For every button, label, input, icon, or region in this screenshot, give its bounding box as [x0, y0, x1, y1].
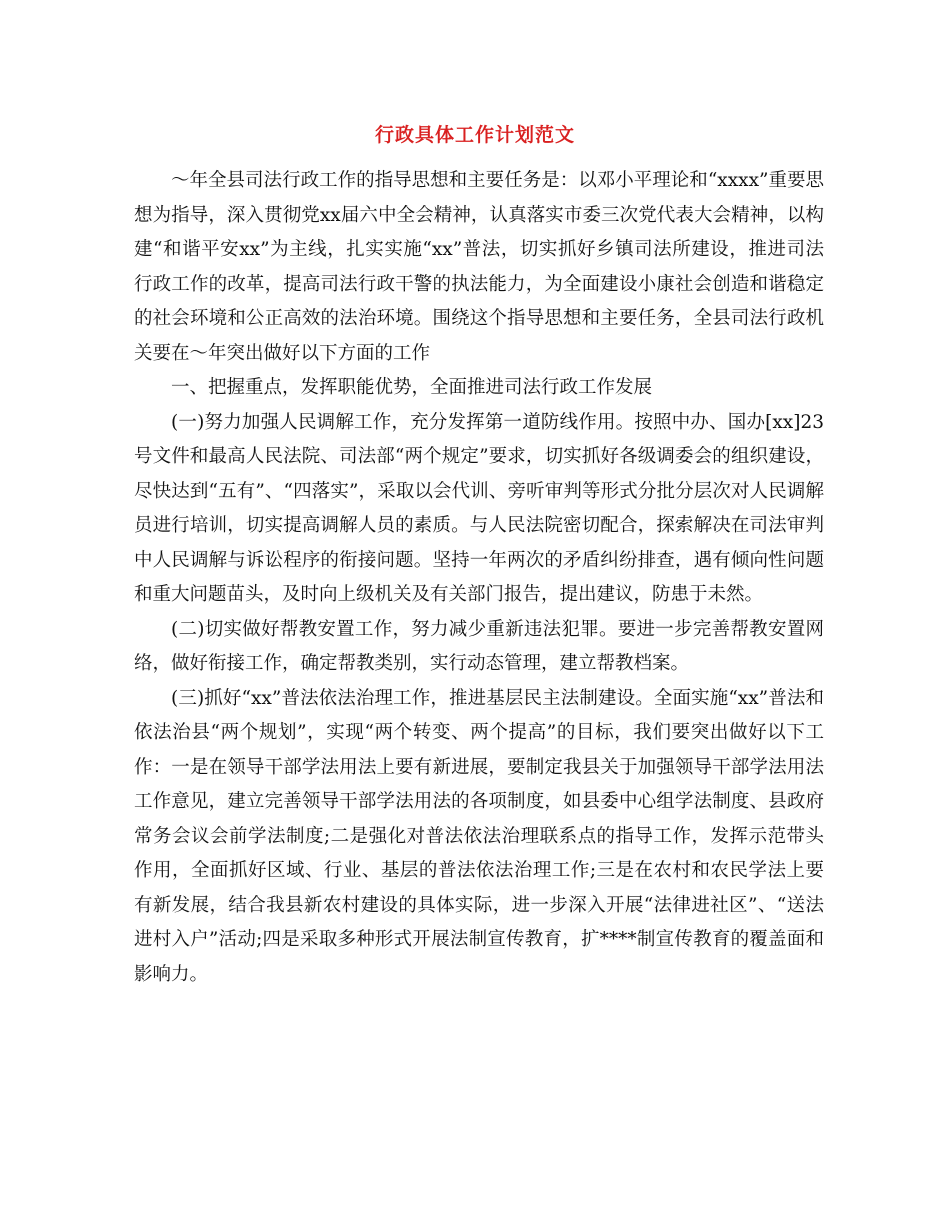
paragraph-mediation-work: (一)努力加强人民调解工作，充分发挥第一道防线作用。按照中办、国办[xx]23号文件和最高人民法院、司法部“两个规定”要求，切实抓好各级调委会的组织建设，尽快达到“五有”、“四落实”，采取以会代训、旁听审判等形式分批分层次对人民调解员进行培训，切实提高调解人员的素质。与人民法院密切配合，探索解决在司法审判中人民调解与诉讼程序的衔接问题。坚持一年两次的矛盾纠纷排查，遇有倾向性问题和重大问题苗头，及时向上级机关及有关部门报告，提出建议，防患于未然。	[134, 411, 824, 605]
document-title: 行政具体工作计划范文	[374, 124, 575, 146]
paragraph-resettlement-work: (二)切实做好帮教安置工作，努力减少重新违法犯罪。要进一步完善帮教安置网络，做好衔接工作，确定帮教类别，实行动态管理，建立帮教档案。	[134, 618, 824, 674]
section-heading-1: 一、把握重点，发挥职能优势，全面推进司法行政工作发展	[171, 377, 653, 398]
paragraph-guiding-ideology: ～年全县司法行政工作的指导思想和主要任务是：以邓小平理论和“xxxx”重要思想为指导，深入贯彻党xx届六中全会精神，认真落实市委三次党代表大会精神，以构建“和谐平安xx”为主线，扎实实施“xx”普法，切实抓好乡镇司法所建设，推进司法行政工作的改革，提高司法行政干警的执法能力，为全面建设小康社会创造和谐稳定的社会环境和公正高效的法治环境。围绕这个指导思想和主要任务，全县司法行政机关要在～年突出做好以下方面的工作	[134, 170, 824, 364]
document-body	[134, 160, 824, 992]
paragraph-legal-education: (三)抓好“xx”普法依法治理工作，推进基层民主法制建设。全面实施“xx”普法和依法治县“两个规划”，实现“两个转变、两个提高”的目标，我们要突出做好以下工作：一是在领导干部学法用法上要有新进展，要制定我县关于加强领导干部学法用法工作意见，建立完善领导干部学法用法的各项制度，如县委中心组学法制度、县政府常务会议会前学法制度;二是强化对普法依法治理联系点的指导工作，发挥示范带头作用，全面抓好区域、行业、基层的普法依法治理工作;三是在农村和农民学法上要有新发展，结合我县新农村建设的具体实际，进一步深入开展“法律进社区”、“送法进村入户”活动;四是采取多种形式开展法制宣传教育，扩****制宣传教育的覆盖面和影响力。	[134, 687, 824, 985]
